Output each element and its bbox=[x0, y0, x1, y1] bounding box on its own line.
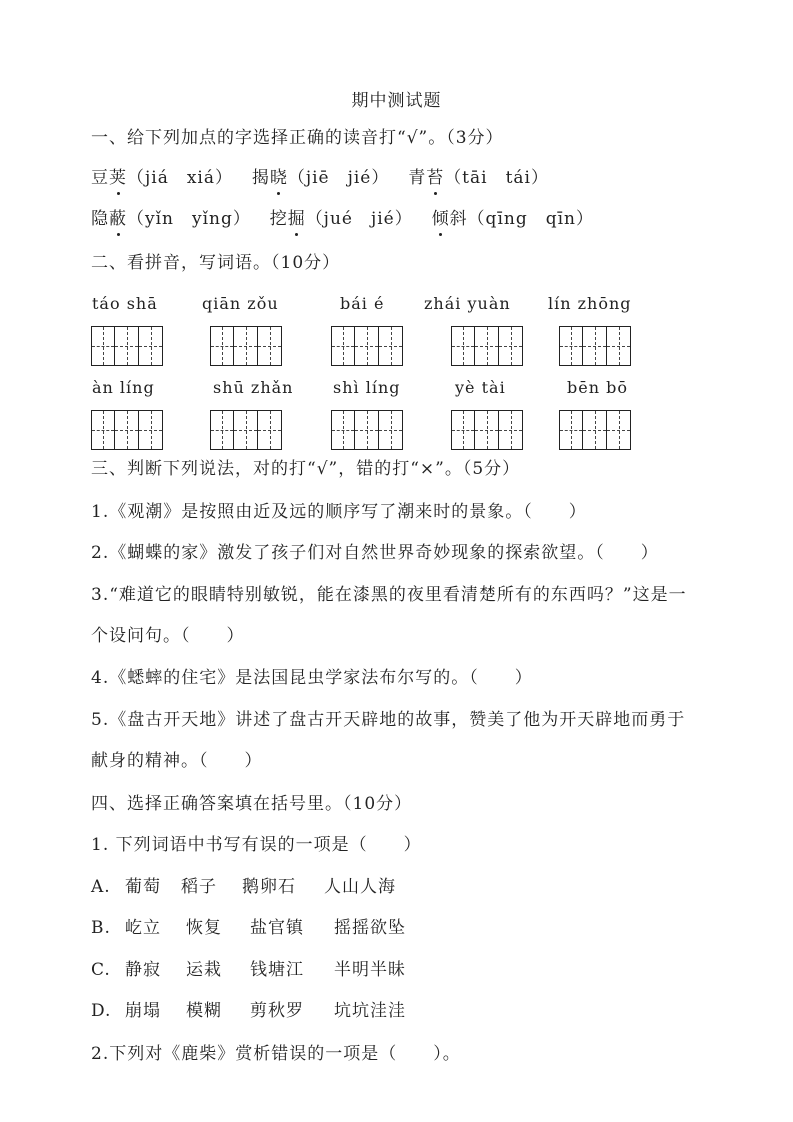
pron-item: 豆荚（jiá xiá） bbox=[91, 168, 234, 188]
option-c: C. 静寂 运栽 钱塘江 半明半昧 bbox=[91, 960, 406, 980]
judgement-item: 3.“难道它的眼睛特别敏锐，能在漆黑的夜里看清楚所有的东西吗？”这是一 bbox=[91, 585, 687, 605]
dotted-char: 荚 bbox=[109, 168, 127, 188]
pron-item: 挖掘（jué jié） bbox=[269, 209, 413, 229]
pinyin-label: bái é bbox=[340, 294, 385, 313]
pinyin-label: lín zhōng bbox=[548, 294, 632, 313]
writing-box[interactable] bbox=[331, 410, 403, 450]
dotted-char: 掘 bbox=[287, 209, 306, 229]
pinyin-label: qiān zǒu bbox=[202, 294, 279, 313]
section3-heading: 三、判断下列说法，对的打“√”，错的打“×”。（5分） bbox=[91, 459, 521, 479]
pinyin-label: shì líng bbox=[333, 378, 401, 397]
pinyin-label: bēn bō bbox=[567, 378, 628, 397]
writing-box[interactable] bbox=[451, 410, 523, 450]
judgement-item: 5.《盘古开天地》讲述了盘古开天辟地的故事，赞美了他为开天辟地而勇于 bbox=[91, 710, 686, 730]
writing-box[interactable] bbox=[451, 326, 523, 366]
pronunciation-row-1 bbox=[91, 166, 549, 190]
section4-heading: 四、选择正确答案填在括号里。（10分） bbox=[91, 794, 413, 814]
dotted-char: 晓 bbox=[269, 168, 288, 188]
judgement-item: 2.《蝴蝶的家》激发了孩子们对自然世界奇妙现象的探索欲望。（ ） bbox=[91, 543, 659, 563]
pron-item: 隐蔽（yǐn yǐng） bbox=[91, 209, 251, 229]
dotted-char: 苔 bbox=[426, 168, 445, 188]
pinyin-label: zhái yuàn bbox=[424, 294, 511, 313]
section1-heading: 一、给下列加点的字选择正确的读音打“√”。（3分） bbox=[91, 128, 504, 148]
pron-item: 倾斜（qīng qīn） bbox=[431, 209, 594, 229]
writing-box[interactable] bbox=[210, 410, 282, 450]
page-title: 期中测试题 bbox=[351, 91, 442, 111]
pinyin-label: shū zhǎn bbox=[213, 378, 294, 397]
judgement-item-continued: 献身的精神。（ ） bbox=[91, 751, 263, 771]
dotted-char: 蔽 bbox=[109, 209, 127, 229]
pinyin-label: yè tài bbox=[455, 378, 506, 397]
pron-item: 揭晓（jiē jié） bbox=[251, 168, 390, 188]
judgement-item: 4.《蟋蟀的住宅》是法国昆虫学家法布尔写的。（ ） bbox=[91, 668, 533, 688]
writing-box[interactable] bbox=[559, 326, 631, 366]
writing-box[interactable] bbox=[91, 410, 163, 450]
writing-box[interactable] bbox=[210, 326, 282, 366]
question-2: 2.下列对《鹿柴》赏析错误的一项是（ ）。 bbox=[91, 1044, 461, 1064]
pronunciation-row-2 bbox=[91, 207, 594, 231]
writing-box[interactable] bbox=[331, 326, 403, 366]
pron-item: 青苔（tāi tái） bbox=[408, 168, 549, 188]
writing-box[interactable] bbox=[91, 326, 163, 366]
judgement-item-continued: 个设问句。（ ） bbox=[91, 626, 245, 646]
question-1: 1. 下列词语中书写有误的一项是（ ） bbox=[91, 835, 422, 855]
section2-heading: 二、看拼音，写词语。（10分） bbox=[91, 253, 341, 273]
dotted-char: 倾 bbox=[431, 209, 450, 229]
judgement-item: 1.《观潮》是按照由近及远的顺序写了潮来时的景象。（ ） bbox=[91, 502, 587, 522]
pinyin-label: táo shā bbox=[92, 294, 158, 313]
option-b: B. 屹立 恢复 盐官镇 摇摇欲坠 bbox=[91, 918, 406, 938]
pinyin-label: àn líng bbox=[92, 378, 155, 397]
option-d: D. 崩塌 模糊 剪秋罗 坑坑洼洼 bbox=[91, 1001, 406, 1021]
writing-box[interactable] bbox=[559, 410, 631, 450]
option-a: A. 葡萄 稻子 鹅卵石 人山人海 bbox=[91, 877, 396, 897]
